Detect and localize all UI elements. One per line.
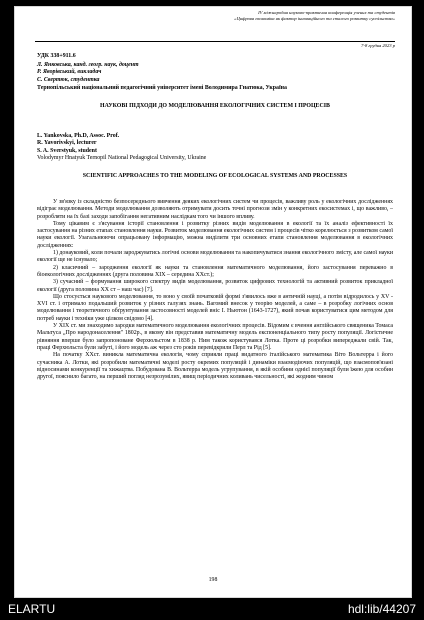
conference-name: IV міжнародна науково-практична конференція учених та студентів	[258, 10, 395, 15]
authors-en	[37, 133, 393, 155]
author-en-3: S. A. Sverstyuk, student	[37, 147, 97, 154]
header-rule	[35, 41, 395, 42]
footer-bar	[0, 598, 424, 620]
page-number: 198	[208, 577, 218, 583]
conference-theme: «Цифрова економіка як фактор інноваційного та сталого розвитку суспільства»	[234, 15, 395, 21]
authors-ua	[37, 62, 393, 84]
repository-name: ELARTU	[8, 602, 56, 616]
running-header	[135, 10, 395, 22]
author-ua-1: Л. Янковська, канд. геогр. наук, доцент	[37, 62, 139, 68]
paragraph: У XIX ст. ми знаходимо зародки математичного моделювання екологічних процесів. Відомим є вчення англійського священика Томаса Мальтуса „Про народонаселення" 1802р., в якому він представив математичну модель експоненціального типу росту популяції. Логістичне рівняння вперше було запропоноване Ферхюльстом в 1838 р. Ним також користувався Лотка. Проте ці розробки випереджали свій. Так, праці Ферхюльста були забуті, і його модель аж через сто років перевідкрили Перл та Рід [5].	[37, 323, 393, 351]
author-en-1: L. Yankovska, Ph.D, Assoc. Prof.	[37, 133, 120, 139]
list-item: 3) сучасний – формування широкого спектру видів моделювання, розвиток цифрових технологій та активний розвиток прикладної екології (друга половина XX ст – наш час) [7].	[37, 279, 393, 293]
paragraph: На початку XXст. виникла математична екологія, чому сприяли праці видатного італійського математика Віто Вольтерра і його сучасника А. Лотки, які розробили математичні моделі росту окремих популяцій і динаміки взаємодіючих популяцій, що взаємопов'язані відносинами конкуренції та хижацтва. Побудована В. Вольтерра модель угрупування, в якій особини однієї популяції були їжею для особин другої, пояснило багато, на перший погляд незрозумілих, явищ періодичних коливань чисельності, які жодним чином	[37, 352, 393, 381]
list-item: 1) донауковий, коли почали зароджуватись логічні основи моделювання та накопичуватися знання екологічного змісту, але самої науки екології ще не існувало;	[37, 250, 393, 264]
paragraph: У зв'язку із складністю безпосереднього вивчення деяких екологічних систем чи процесів, важливу роль у екологічних дослідженнях відіграє моделювання. Методи моделювання дозволяють отримувати досить точні прогнози змін у конкретних екосистемах і, що важливо, – розробляти на їх базі заходи запобігання негативним наслідкам того чи іншого впливу.	[37, 199, 393, 220]
udk-code: УДК 338+911.6	[37, 53, 76, 59]
paragraph: Що стосується наукового моделювання, то воно у своїй початковій формі з'явилось вже в античній науці, а потім відродилось у XV - XVI ст. і отримало подальший розвиток у різних галузях знань. Вагомий внесок у теорію моделей, а саме – в розробку логічних основ моделювання і теоретичного обґрунтування застосовності моделей вніс І. Ньютон (1643-1727), який почав користуватися цим методом для потреб науки і техніки уже цілком свідомо [4].	[37, 293, 393, 322]
title-ua: НАУКОВІ ПІДХОДИ ДО МОДЕЛЮВАННЯ ЕКОЛОГІЧНИХ СИСТЕМ І ПРОЦЕСІВ	[100, 103, 330, 109]
document-page	[14, 6, 412, 598]
author-ua-3: С. Свертюк, студентка	[37, 76, 100, 83]
author-ua-2: Р. Яворівський, викладач	[37, 69, 102, 76]
handle-id: hdl:lib/44207	[347, 602, 416, 616]
author-en-2: R. Yavorivskyi, lecturer	[37, 140, 97, 147]
conference-date: 7-8 грудня 2023 р	[361, 43, 395, 48]
title-en: SCIENTIFIC APPROACHES TO THE MODELING OF ECOLOGICAL SYSTEMS AND PROCESSES	[82, 173, 348, 179]
paragraph: Тому цікавим є з'ясування історії становлення і розвитку різних видів моделювання в екології та їх аналіз ефективності їх застосування на різних етапах становлення науки. Розвиток моделювання екологічних систем і процесів чітко корелюється з розвитком самої науки екології. Узагальнюючи опрацьовану інформацію, можна виділити три основних етапи становлення моделювання в екологічних дослідженнях:	[37, 220, 393, 249]
list-item: 2) класичний – зародження екології як науки та становлення математичного моделювання, його застосування переважно в біоекологічних дослідженнях (друга половина XIX – середина XXст.);	[37, 264, 393, 278]
affiliation-ua: Тернопільський національний педагогічний університет імені Володимира Гнатюка, Україна	[37, 85, 287, 91]
affiliation-en: Volodymyr Hnatyuk Ternopil National Pedagogical University, Ukraine	[37, 155, 207, 161]
article-body	[37, 199, 393, 381]
